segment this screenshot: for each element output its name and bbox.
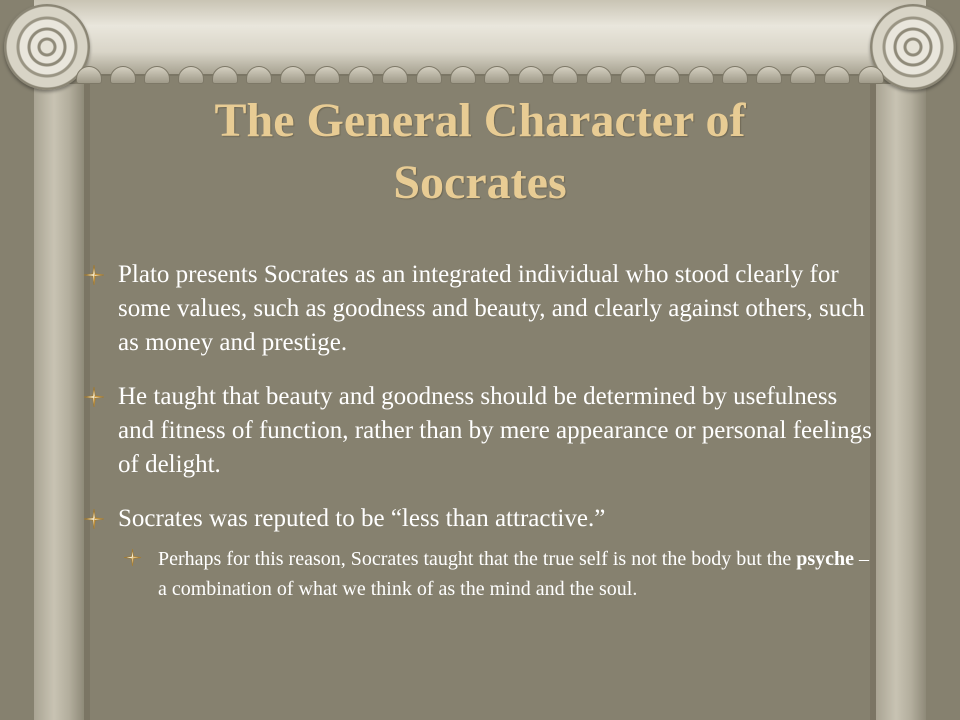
dentil — [348, 66, 374, 84]
dentil — [314, 66, 340, 84]
dentil — [76, 66, 102, 84]
dentil — [654, 66, 680, 84]
title-line-1: The General Character of — [214, 94, 746, 147]
dentil — [518, 66, 544, 84]
sub-bullet-item — [124, 544, 874, 604]
dentil — [552, 66, 578, 84]
dentil — [722, 66, 748, 84]
dentil — [246, 66, 272, 84]
dentil — [586, 66, 612, 84]
left-column — [34, 84, 84, 720]
bullet-list — [84, 258, 874, 604]
bullet-item — [84, 502, 874, 536]
dentil — [280, 66, 306, 84]
dentil — [450, 66, 476, 84]
bullet-text: Socrates was reputed to be “less than attractive.” — [118, 505, 606, 532]
slide-title — [84, 90, 876, 214]
dentil — [790, 66, 816, 84]
dentil — [416, 66, 442, 84]
dentil — [382, 66, 408, 84]
sub-bullet-text-before: Perhaps for this reason, Socrates taught that the true self is not the body but the — [158, 548, 797, 570]
dentil — [178, 66, 204, 84]
dentil — [688, 66, 714, 84]
dentil — [620, 66, 646, 84]
dagger-bullet-icon — [84, 387, 104, 407]
bullet-text: Plato presents Socrates as an integrated individual who stood clearly for some values, such as goodness and beauty, and clearly against others, such as money and prestige. — [118, 261, 865, 356]
dentil — [110, 66, 136, 84]
dentil — [484, 66, 510, 84]
dentil — [756, 66, 782, 84]
bullet-text: He taught that beauty and goodness should be determined by usefulness and fitness of function, rather than by mere appearance or personal feelings of delight. — [118, 383, 872, 478]
dagger-bullet-icon — [124, 549, 141, 566]
dentil — [144, 66, 170, 84]
dentil-row — [76, 66, 884, 84]
dentil — [212, 66, 238, 84]
bullet-item — [84, 380, 874, 482]
dagger-bullet-icon — [84, 265, 104, 285]
bullet-item — [84, 258, 874, 360]
title-line-2: Socrates — [393, 156, 567, 209]
right-column — [876, 84, 926, 720]
dentil — [858, 66, 884, 84]
dentil — [824, 66, 850, 84]
sub-bullet-text-after: – a combination of what we think of as the mind and the soul. — [158, 548, 869, 600]
capital-entablature — [34, 0, 926, 76]
sub-bullet-bold-term: psyche — [796, 548, 854, 570]
dagger-bullet-icon — [84, 509, 104, 529]
